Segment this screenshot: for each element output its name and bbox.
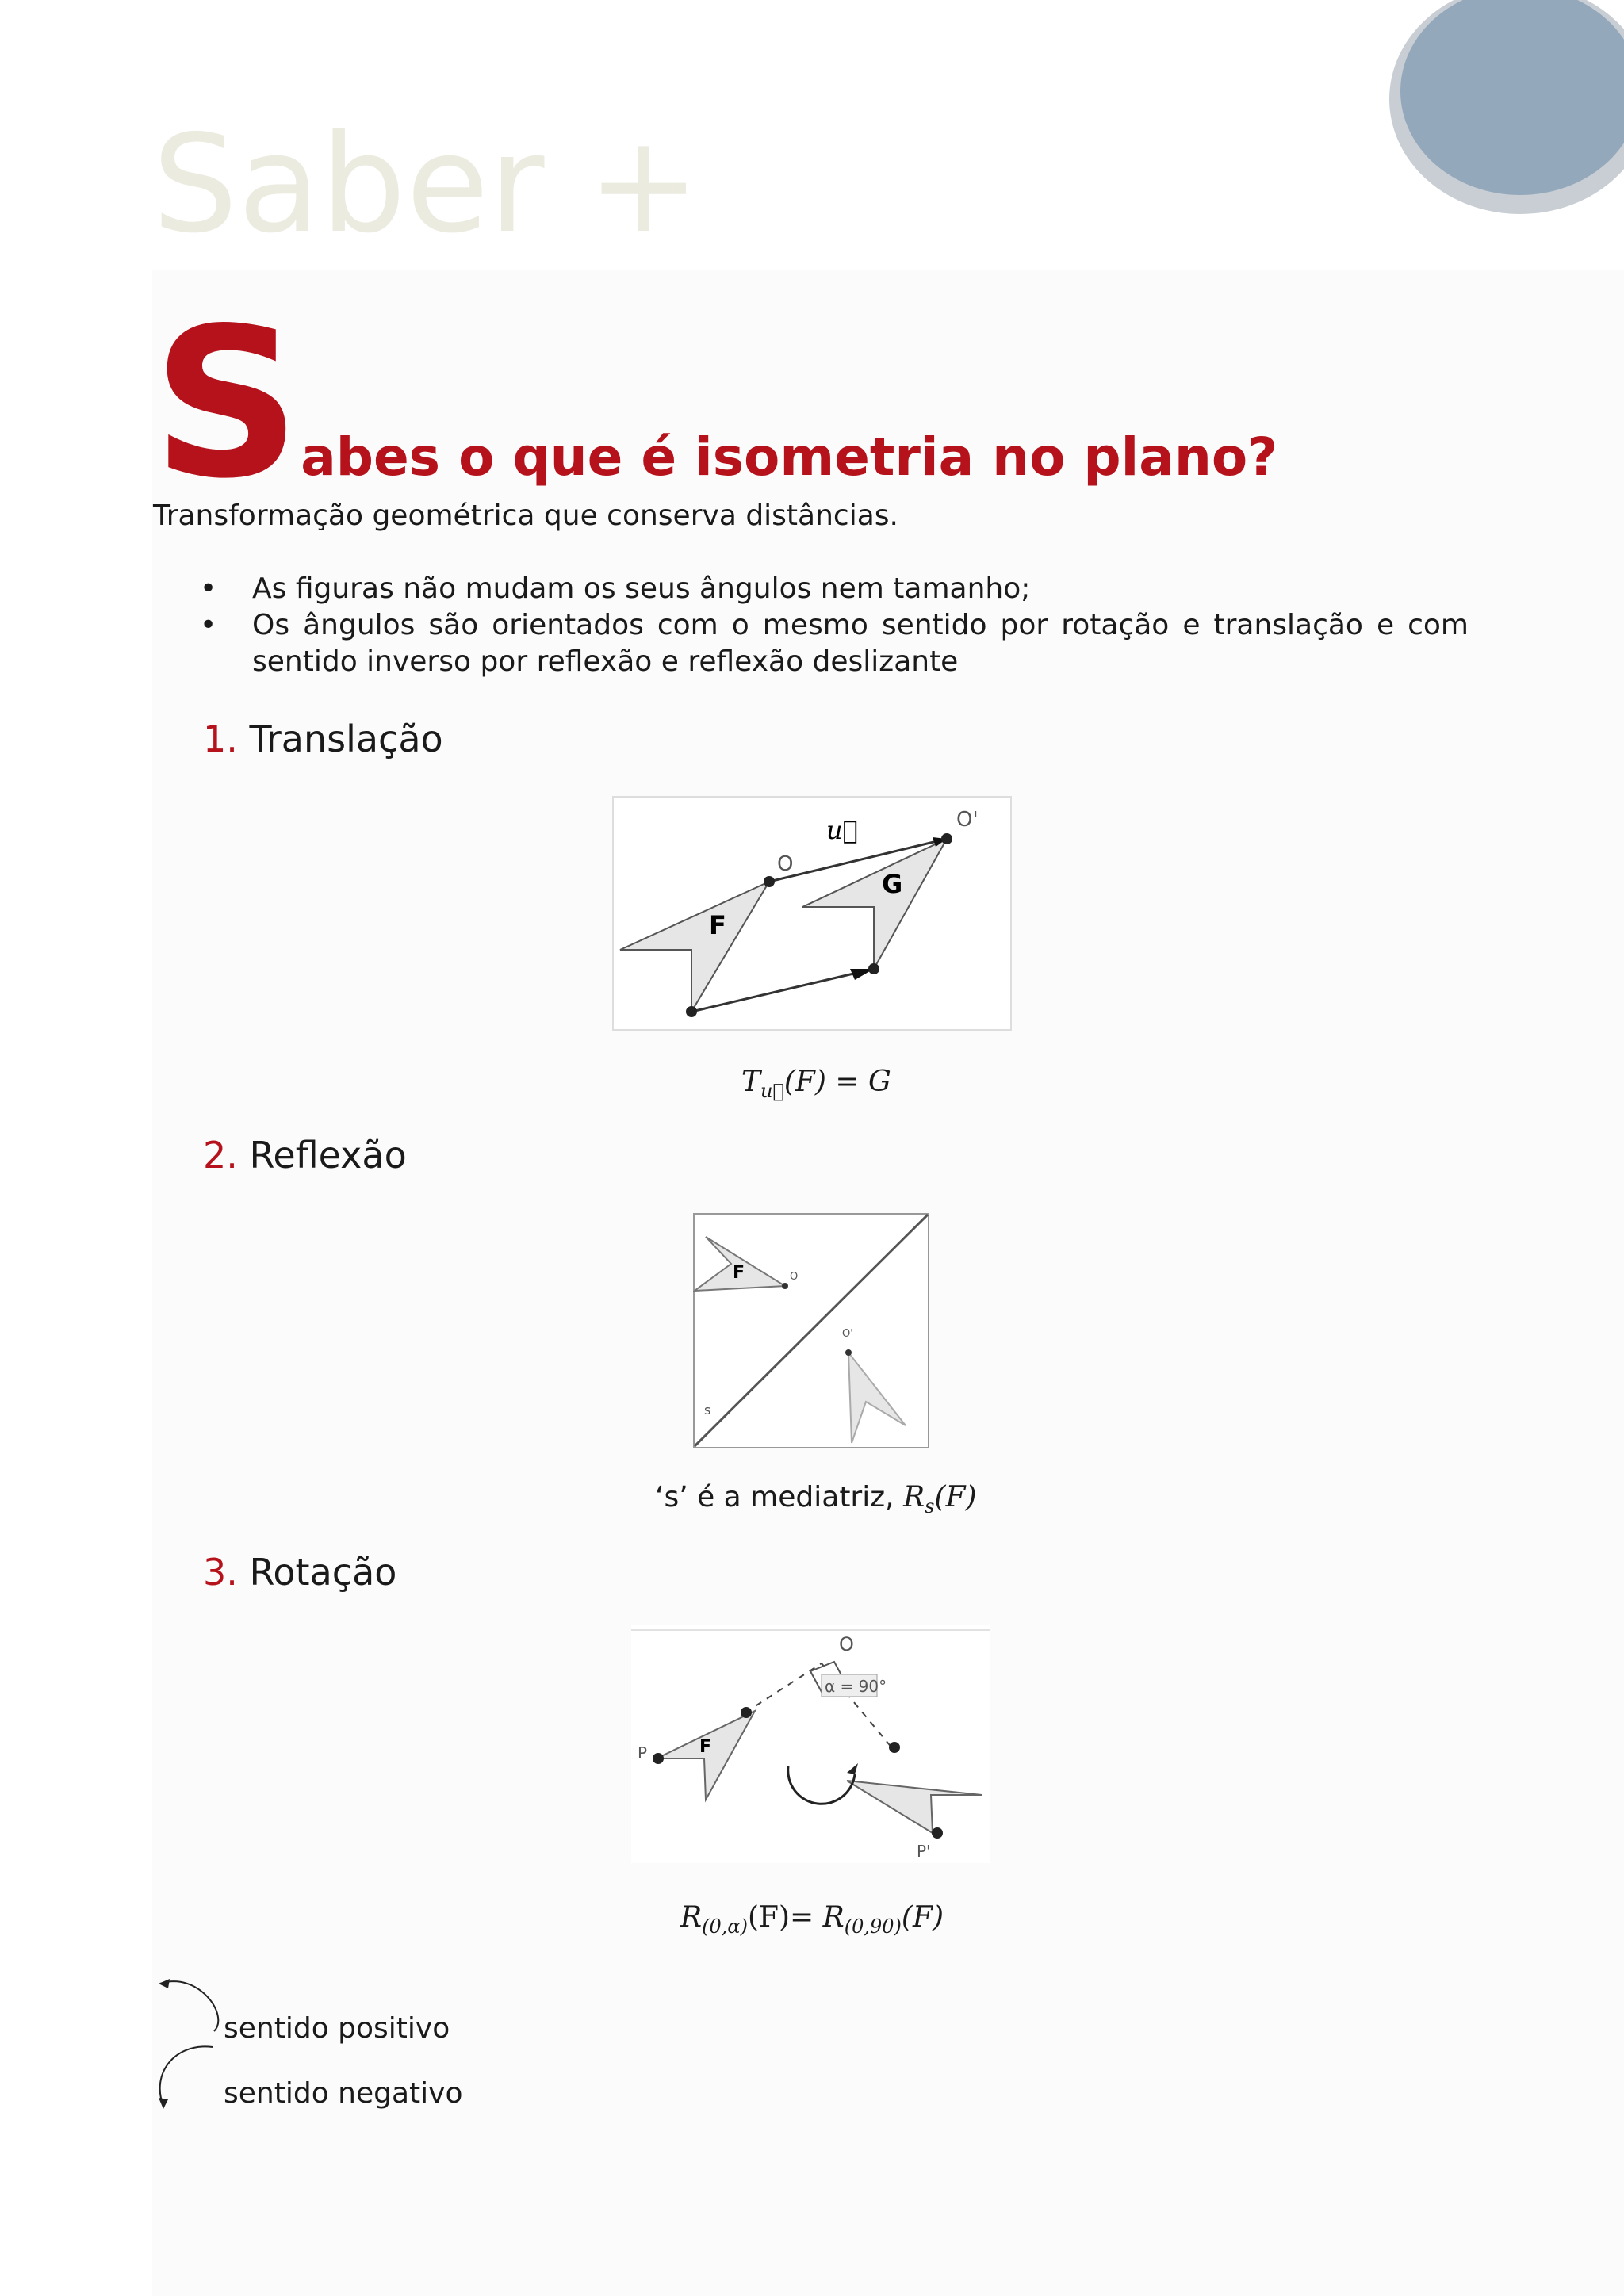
point-o-label: O xyxy=(777,852,794,876)
caption-rest: (F) xyxy=(934,1481,977,1513)
legend-negative xyxy=(151,2042,547,2114)
vector-label: u⃗ xyxy=(826,815,858,845)
section-title: Rotação xyxy=(249,1551,397,1594)
caption-sub1: (0,α) xyxy=(702,1915,748,1938)
caption-sub2: (0,90) xyxy=(844,1915,902,1938)
translation-figure xyxy=(612,796,1012,1031)
figure-f-label: F xyxy=(733,1263,745,1283)
list-item: • As figuras não mudam os seus ângulos nem tamanho; xyxy=(200,571,1469,607)
legend-positive xyxy=(151,1976,547,2045)
caption-sub: s xyxy=(925,1495,935,1518)
counterclockwise-arrow-icon xyxy=(151,1976,222,2039)
section-number: 1. xyxy=(203,718,238,760)
rotation-caption xyxy=(680,1901,944,1938)
figure-f-label: F xyxy=(709,910,726,940)
point-o-prime-label: O' xyxy=(956,808,979,832)
clockwise-arrow-icon xyxy=(151,2042,222,2114)
caption-text: ‘s’ é a mediatriz, xyxy=(655,1481,904,1513)
caption-r2: R xyxy=(822,1901,845,1934)
rotation-figure xyxy=(631,1625,990,1863)
section-number: 3. xyxy=(203,1551,238,1594)
figure-f-label: F xyxy=(699,1737,712,1757)
caption-t: T xyxy=(741,1066,761,1098)
legend-positive-label: sentido positivo xyxy=(224,2012,450,2045)
section-title: Reflexão xyxy=(249,1134,407,1177)
caption-r1: R xyxy=(680,1901,703,1934)
header-saber: Saber + xyxy=(152,106,700,263)
legend-negative-label: sentido negativo xyxy=(224,2077,463,2110)
section-heading-translacao xyxy=(203,718,443,760)
figure-g-label: G xyxy=(882,869,903,899)
point-p-prime-label: P' xyxy=(917,1842,931,1861)
title-rest: abes o que é isometria no plano? xyxy=(301,427,1278,488)
reflection-caption xyxy=(655,1481,977,1517)
intro-text: Transformação geométrica que conserva distâncias. xyxy=(153,499,898,532)
caption-rest: (F) = G xyxy=(783,1066,891,1098)
caption-sub: u⃗ xyxy=(760,1080,784,1103)
list-item: • Os ângulos são orientados com o mesmo sentido por rotação e translação e com sentido inverso por reflexão e reflexão deslizante xyxy=(200,607,1469,680)
section-number: 2. xyxy=(203,1134,238,1177)
caption-end: (F) xyxy=(901,1901,944,1934)
point-o-label: O xyxy=(839,1633,854,1655)
line-s-label: s xyxy=(704,1402,711,1418)
caption-r: R xyxy=(903,1481,925,1513)
point-o-prime-label: O' xyxy=(842,1328,853,1340)
section-title: Translação xyxy=(249,718,443,760)
bullet-list xyxy=(200,571,1469,680)
point-p-label: P xyxy=(638,1743,648,1762)
angle-label: α = 90° xyxy=(825,1677,887,1696)
caption-mid: (F)= xyxy=(747,1901,823,1934)
reflection-figure xyxy=(693,1213,929,1449)
translation-caption xyxy=(741,1066,891,1102)
title-initial: S xyxy=(152,285,301,524)
section-heading-rotacao xyxy=(203,1551,396,1594)
point-o-label: O xyxy=(790,1271,799,1283)
section-heading-reflexao xyxy=(203,1134,407,1177)
